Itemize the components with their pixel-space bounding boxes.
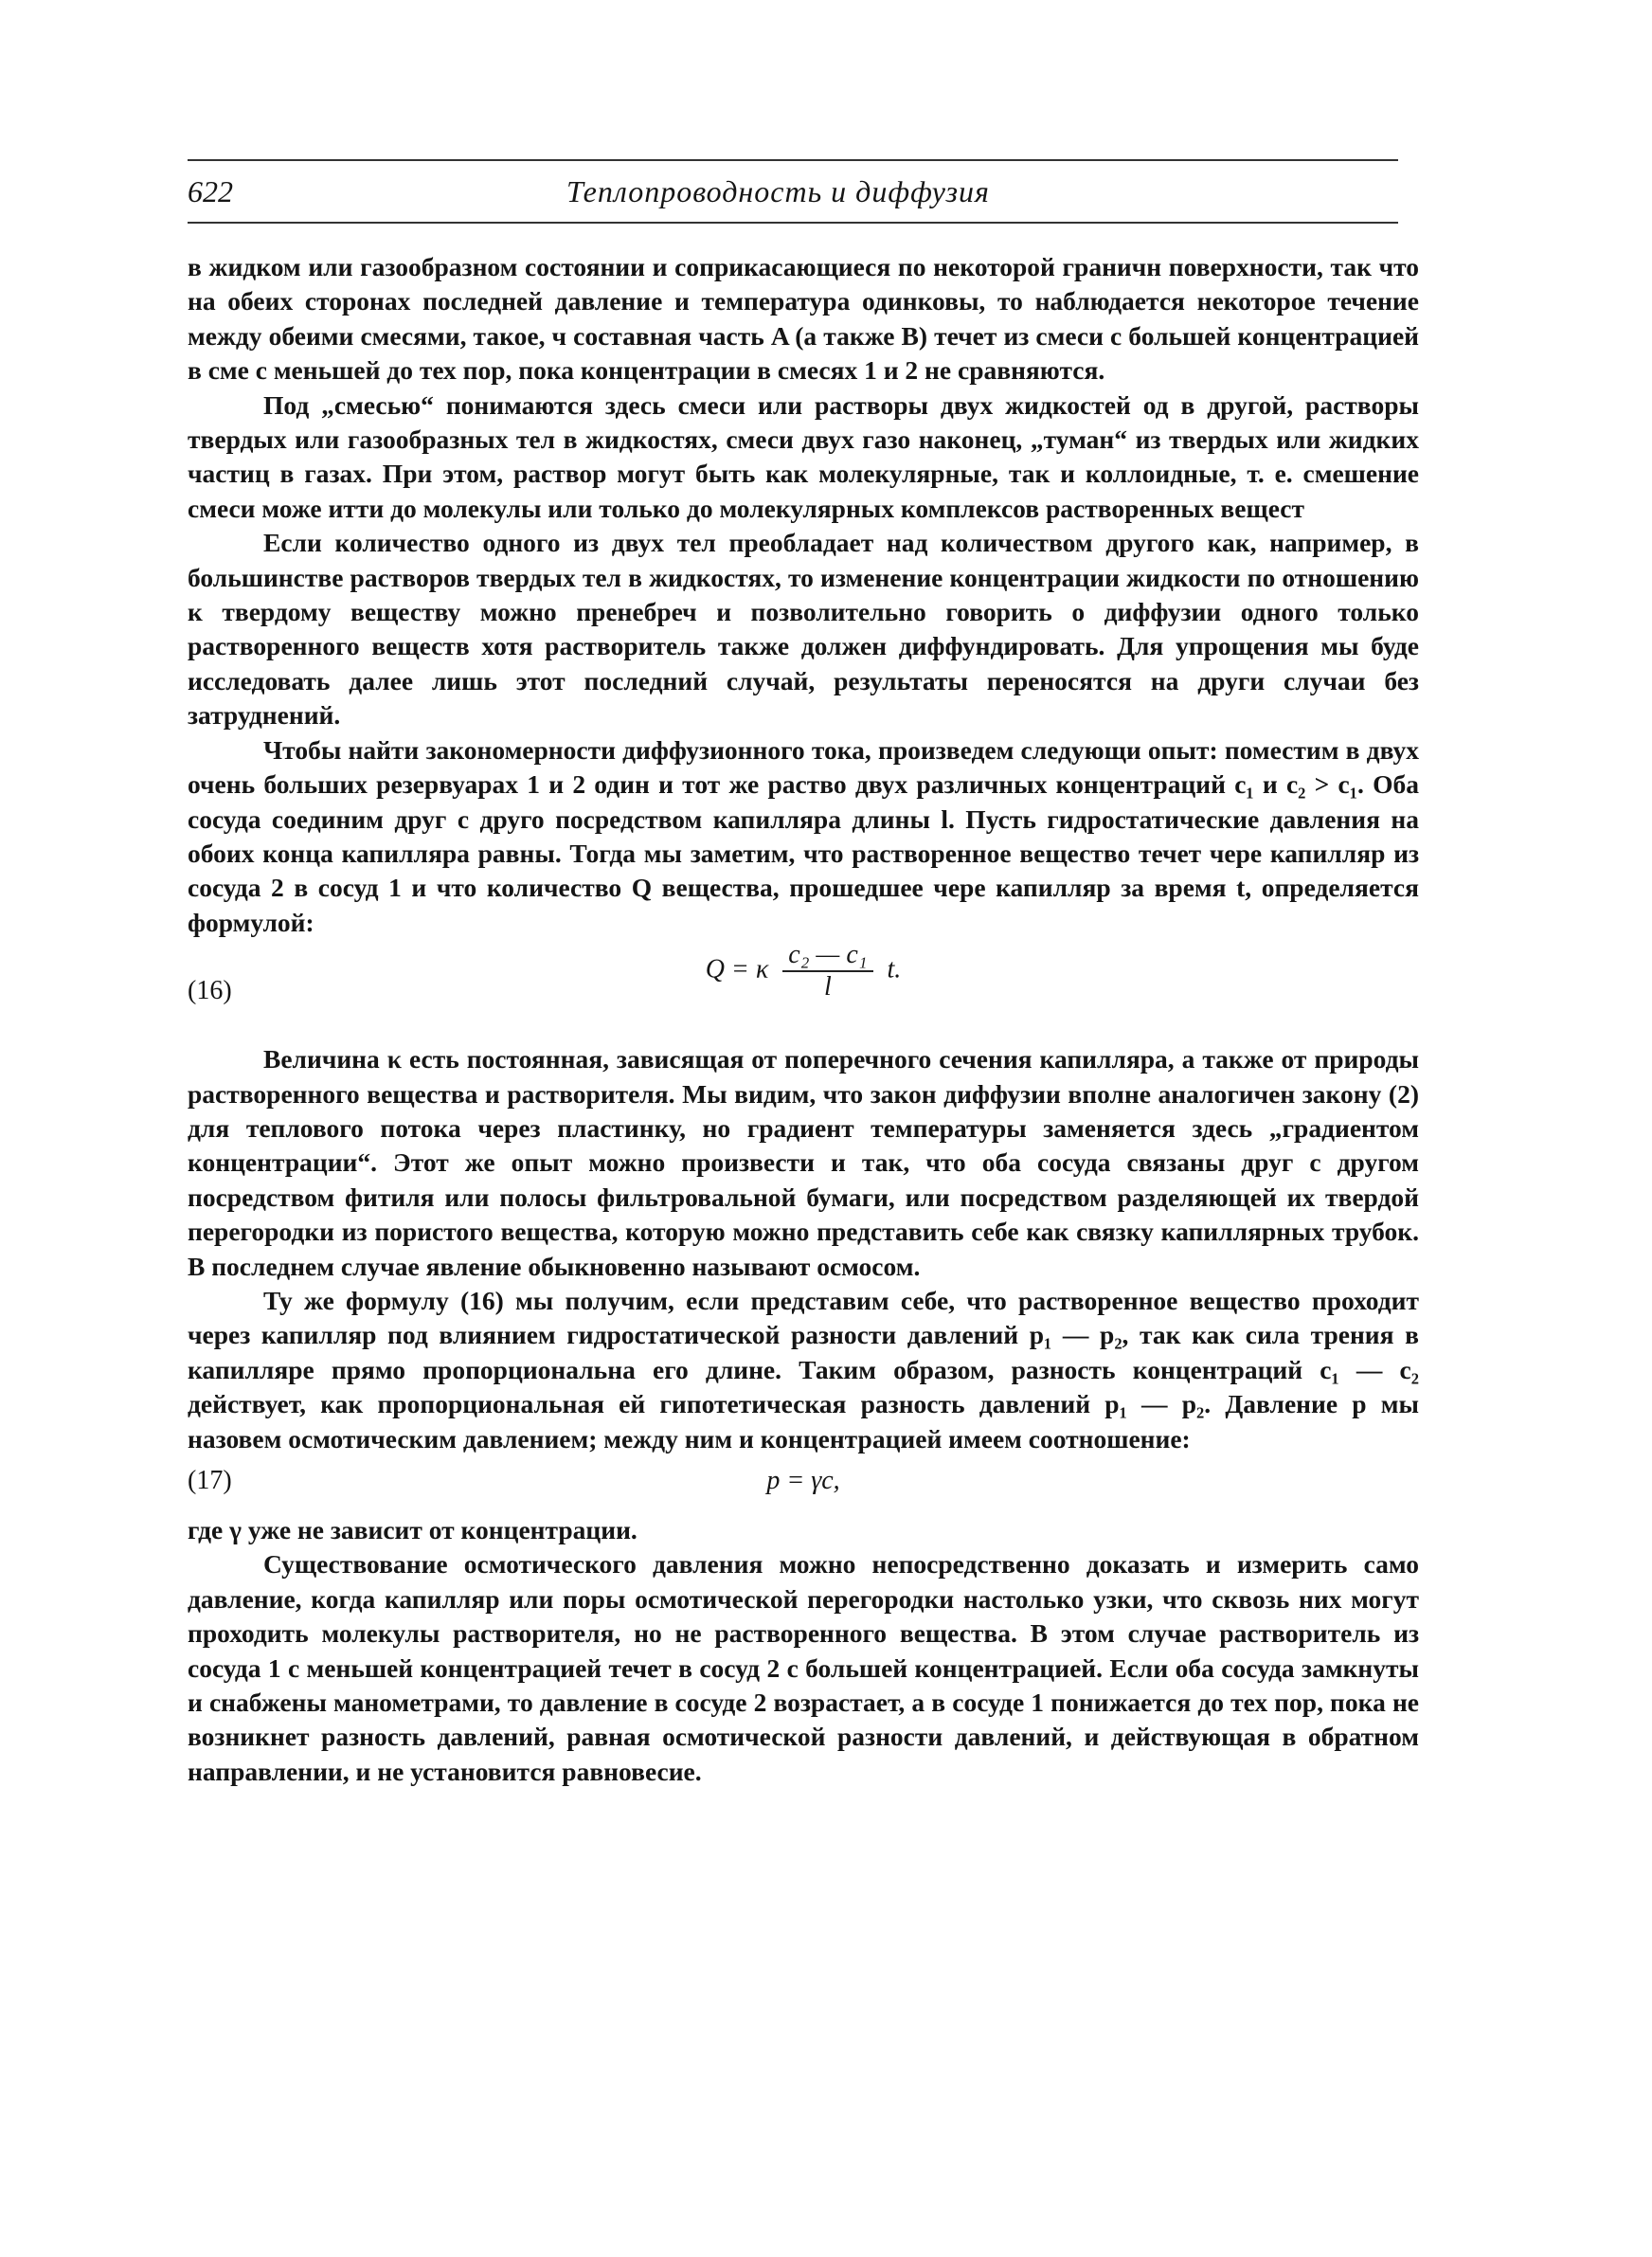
formula-17-number: (17)	[188, 1466, 232, 1495]
body-text	[188, 250, 1419, 1789]
page-header	[188, 159, 1398, 224]
formula-16-fraction	[782, 940, 872, 1002]
formula-16-body	[188, 940, 1419, 1002]
running-title: Теплопроводность и диффузия	[566, 174, 990, 208]
formula-16-number: (16)	[188, 976, 232, 1006]
formula-16-numerator: c₂ — c₁	[782, 940, 872, 972]
paragraph-1: в жидком или газообразном состоянии и соприкасающиеся по некоторой граничн поверхности, так что на обеих сторонах последней давление и температура одинковы, то наблюдается некоторое течение между обеими смесями, такое, ч составная часть A (а также B) течет из смеси с большей концентрацией в сме с меньшей до тех пор, пока концентрации в смесях 1 и 2 не сравняются.	[188, 252, 1419, 386]
formula-17-body: p = γc,	[766, 1466, 840, 1495]
paragraph-2: Под „смесью“ понимаются здесь смеси или растворы двух жидкостей од в другой, растворы твердых или газообразных тел в жидкостях, смеси двух газо наконец, „туман“ из твердых или жидких частиц в газах. При этом, раствор могут быть как молекулярные, так и коллоидные, т. е. смешение смеси може итти до молекулы или только до молекулярных комплексов растворенных вещест	[188, 389, 1419, 523]
paragraph-5: Величина κ есть постоянная, зависящая от поперечного сечения капилляра, а также от природы растворенного вещества и растворителя. Мы видим, что закон диффузии вполне аналогичен закону (2) для теплового потока через пластинку, но градиент температуры заменяется здесь „градиентом концентрации“. Этот же опыт можно произвести и так, что оба сосуда связаны друг с другом посредством фитиля или полосы фильтровальной бумаги, или посредством разделяющей их твердой перегородки из пористого вещества, которую можно представить себе как связку капиллярных трубок. В последнем случае явление обыкновенно называют осмосом.	[188, 1044, 1419, 1281]
formula-16-rhs: t.	[887, 954, 902, 984]
paragraph-3: Если количество одного из двух тел преобладает над количеством другого как, например, в большинстве растворов твердых тел в жидкостях, то изменение концентрации жидкости по отношению к твердому веществу можно пренебреч и позволительно говорить о диффузии одного только растворенного веществ хотя растворитель также должен диффундировать. Для упрощения мы буде исследовать далее лишь этот последний случай, результаты переносятся на други случаи без затруднений.	[188, 528, 1419, 731]
page-number: 622	[188, 174, 233, 208]
paragraph-6: Ту же формулу (16) мы получим, если представим себе, что растворенное вещество проходит через капилляр под влиянием гидростатической разности давлений p₁ — p₂, так как сила трения в капилляре прямо пропорциональна его длине. Таким образом, разность концентраций c₁ — c₂ действует, как пропорциональная ей гипотетическая разность давлений p₁ — p₂. Давление p мы назовем осмотическим давлением; между ним и концентрацией имеем соотношение:	[188, 1285, 1419, 1454]
paragraph-7: где γ уже не зависит от концентрации.	[188, 1515, 637, 1544]
paragraph-8: Существование осмотического давления можно непосредственно доказать и измерить само давление, когда капилляр или поры осмотической перегородки настолько узки, что сквозь них могут проходить молекулы растворителя, но не растворенного вещества. В этом случае растворитель из сосуда 1 с меньшей концентрацией течет в сосуд 2 с большей концентрацией. Если оба сосуда замкнуты и снабжены манометрами, то давление в сосуде 2 возрастает, а в сосуде 1 понижается до тех пор, пока не возникнет разность давлений, равная осмотической разности давлений, и действующая в обратном направлении, и не установится равновесие.	[188, 1549, 1419, 1786]
formula-16-lhs: Q = κ	[705, 954, 769, 984]
paragraph-4: Чтобы найти закономерности диффузионного тока, произведем следующи опыт: поместим в двух очень больших резервуарах 1 и 2 один и тот же раство двух различных концентраций c₁ и c₂ > c₁. Оба сосуда соединим друг с друго посредством капилляра длины l. Пусть гидростатические давления на обоих конца капилляра равны. Тогда мы заметим, что растворенное вещество течет чере капилляр из сосуда 2 в сосуд 1 и что количество Q вещества, прошедшее чере капилляр за время t, определяется формулой:	[188, 734, 1419, 937]
formula-17	[188, 1456, 1419, 1513]
formula-16	[188, 940, 1419, 1042]
formula-16-denominator: l	[823, 972, 832, 1002]
